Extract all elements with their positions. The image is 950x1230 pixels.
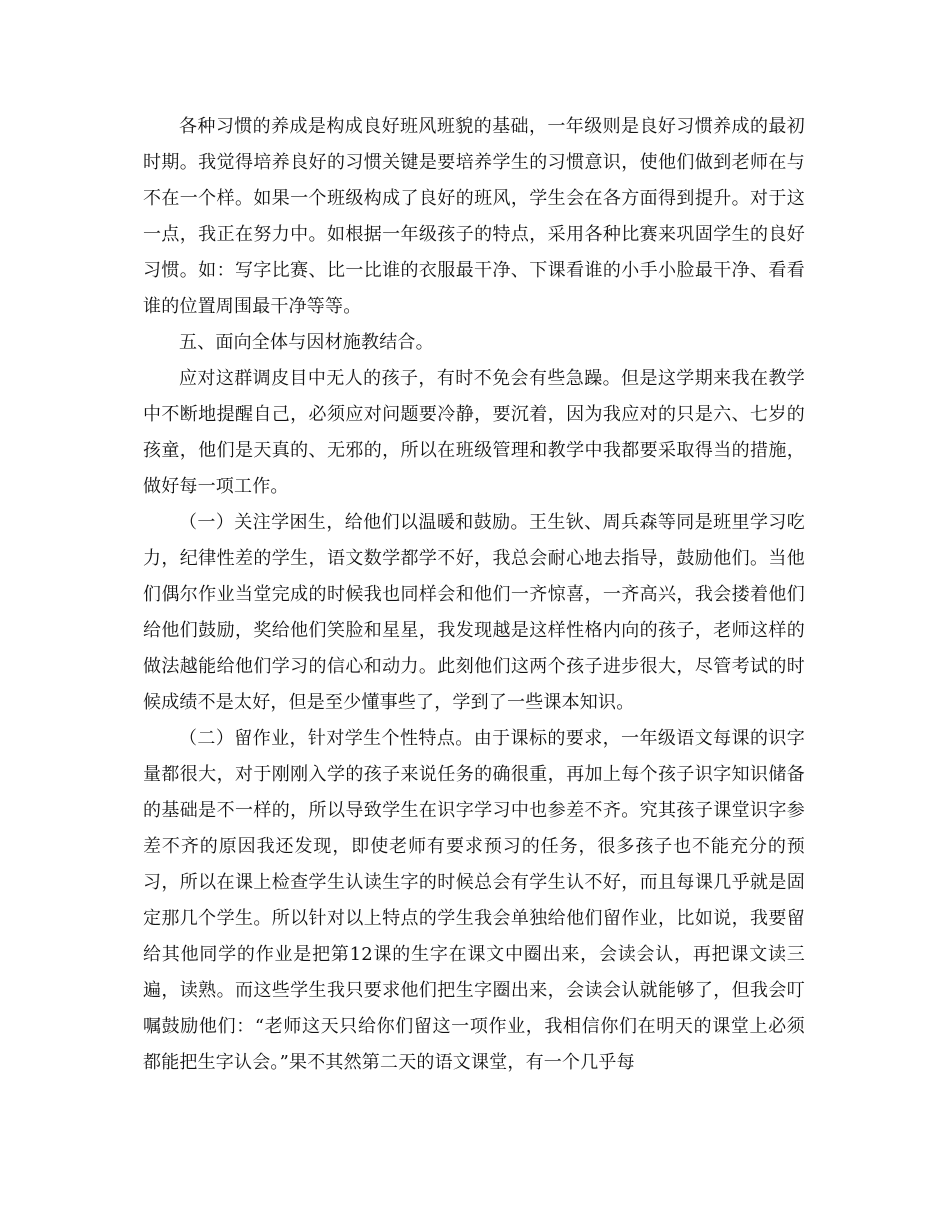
section-heading-five: 五、面向全体与因材施教结合。 <box>179 332 434 353</box>
document-body <box>143 109 805 1081</box>
paragraph-homework: （二）留作业，针对学生个性特点。由于课标的要求，一年级语文每课的识字量都很大，对于刚刚入学的孩子来说任务的确很重，再加上每个孩子识字知识储备的基础是不一样的，所以导致学生在识字学习中也参差不齐。究其孩子课堂识字参差不齐的原因我还发现，即使老师有要求预习的任务，很多孩子也不能充分的预习，所以在课上检查学生认读生字的时候总会有学生认不好，而且每课几乎就是固定那几个学生。所以针对以上特点的学生我会单独给他们留作业，比如说，我要留给其他同学的作业是把第12课的生字在课文中圈出来，会读会认，再把课文读三遍，读熟。而这些学生我只要求他们把生字圈出来，会读会认就能够了，但我会叮嘱鼓励他们：“老师这天只给你们留这一项作业，我相信你们在明天的课堂上必须都能把生字认会。”果不其然第二天的语文课堂，有一个几乎每 <box>143 728 805 1073</box>
paragraph-habits: 各种习惯的养成是构成良好班风班貌的基础，一年级则是良好习惯养成的最初时期。我觉得培养良好的习惯关键是要培养学生的习惯意识，使他们做到老师在与不在一个样。如果一个班级构成了良好的班风，学生会在各方面得到提升。对于这一点，我正在努力中。如根据一年级孩子的特点，采用各种比赛来巩固学生的良好习惯。如：写字比赛、比一比谁的衣服最干净、下课看谁的小手小脸最干净、看看谁的位置周围最干净等等。 <box>143 116 805 317</box>
paragraph-facing-children: 应对这群调皮目中无人的孩子，有时不免会有些急躁。但是这学期来我在教学中不断地提醒自己，必须应对问题要冷静，要沉着，因为我应对的只是六、七岁的孩童，他们是天真的、无邪的，所以在班级管理和教学中我都要采取得当的措施，做好每一项工作。 <box>143 368 805 497</box>
paragraph-struggling-students: （一）关注学困生，给他们以温暖和鼓励。王生钬、周兵森等同是班里学习吃力，纪律性差的学生，语文数学都学不好，我总会耐心地去指导，鼓励他们。当他们偶尔作业当堂完成的时候我也同样会和他们一齐惊喜，一齐高兴，我会搂着他们给他们鼓励，奖给他们笑脸和星星，我发现越是这样性格内向的孩子，老师这样的做法越能给他们学习的信心和动力。此刻他们这两个孩子进步很大，尽管考试的时候成绩不是太好，但是至少懂事些了，学到了一些课本知识。 <box>143 512 805 713</box>
